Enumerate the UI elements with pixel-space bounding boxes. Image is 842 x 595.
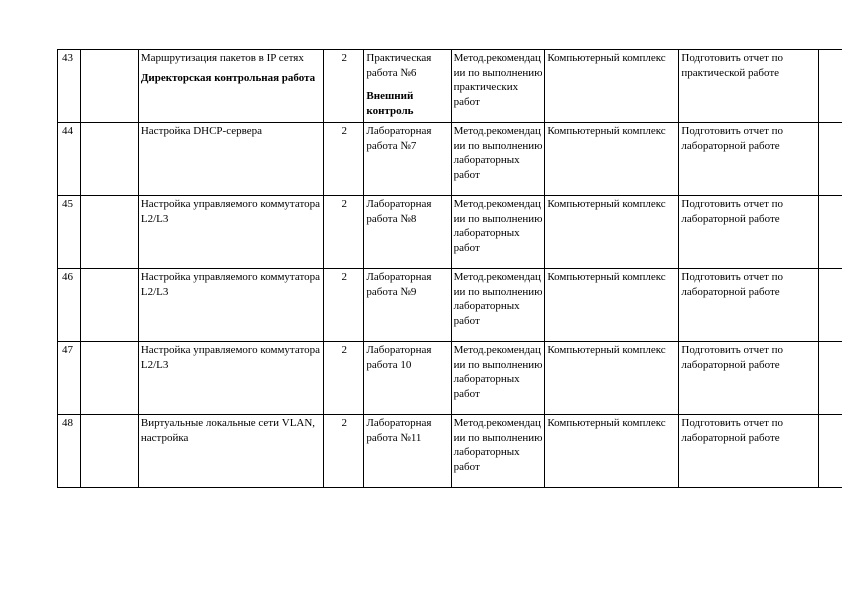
lesson-number: 43 [58, 50, 81, 123]
equipment-cell: Компьютерный комплекс [545, 415, 679, 488]
empty-cell [81, 342, 138, 415]
topic-text: Маршрутизация пакетов в IP сетях [140, 52, 304, 64]
hours-cell: 2 [324, 415, 364, 488]
work-type-cell: Лабораторная работа №7 [364, 123, 451, 196]
table-row [58, 196, 842, 269]
empty-cell [81, 50, 138, 123]
hours-cell: 2 [324, 50, 364, 123]
method-cell: Метод.рекомендации по выполнению лабораторных работ [451, 342, 545, 415]
lesson-number: 46 [58, 269, 81, 342]
work-type-cell: Лабораторная работа №11 [364, 415, 451, 488]
task-cell: Подготовить отчет по практической работе [679, 50, 818, 123]
topic-cell: Настройка DHCP-сервера [138, 123, 323, 196]
hours-cell: 2 [324, 123, 364, 196]
work-type-text: Практическая работа №6 [366, 52, 432, 79]
empty-cell [81, 196, 138, 269]
equipment-cell: Компьютерный комплекс [545, 196, 679, 269]
empty-cell [818, 196, 842, 269]
task-cell: Подготовить отчет по лабораторной работе [679, 123, 818, 196]
task-cell: Подготовить отчет по лабораторной работе [679, 415, 818, 488]
lesson-number: 48 [58, 415, 81, 488]
empty-cell [81, 123, 138, 196]
topic-cell: Виртуальные локальные сети VLAN, настройка [138, 415, 323, 488]
topic-cell: Настройка управляемого коммутатора L2/L3 [138, 269, 323, 342]
lesson-number: 47 [58, 342, 81, 415]
hours-cell: 2 [324, 196, 364, 269]
empty-cell [818, 415, 842, 488]
table-row [58, 415, 842, 488]
topic-cell: Настройка управляемого коммутатора L2/L3 [138, 196, 323, 269]
task-cell: Подготовить отчет по лабораторной работе [679, 342, 818, 415]
method-cell: Метод.рекомендации по выполнению лабораторных работ [451, 415, 545, 488]
work-type-cell: Лабораторная работа №9 [364, 269, 451, 342]
empty-cell [818, 123, 842, 196]
work-type-cell: Лабораторная работа 10 [364, 342, 451, 415]
empty-cell [818, 342, 842, 415]
method-cell: Метод.рекомендации по выполнению лабораторных работ [451, 123, 545, 196]
empty-cell [818, 269, 842, 342]
table-row [58, 123, 842, 196]
empty-cell [81, 415, 138, 488]
work-type-cell: Лабораторная работа №8 [364, 196, 451, 269]
hours-cell: 2 [324, 342, 364, 415]
empty-cell [818, 50, 842, 123]
task-cell: Подготовить отчет по лабораторной работе [679, 196, 818, 269]
equipment-cell: Компьютерный комплекс [545, 50, 679, 123]
method-cell: Метод.рекомендации по выполнению практических работ [451, 50, 545, 123]
equipment-cell: Компьютерный комплекс [545, 342, 679, 415]
lesson-number: 45 [58, 196, 81, 269]
topic-cell [138, 50, 323, 123]
hours-cell: 2 [324, 269, 364, 342]
empty-cell [81, 269, 138, 342]
lesson-number: 44 [58, 123, 81, 196]
work-type-cell [364, 50, 451, 123]
table-row [58, 50, 842, 123]
table-row [58, 342, 842, 415]
table-row [58, 269, 842, 342]
method-cell: Метод.рекомендации по выполнению лабораторных работ [451, 196, 545, 269]
method-cell: Метод.рекомендации по выполнению лабораторных работ [451, 269, 545, 342]
lesson-plan-table [57, 49, 842, 488]
task-cell: Подготовить отчет по лабораторной работе [679, 269, 818, 342]
work-type-extra-text: Внешний контроль [366, 90, 414, 117]
topic-cell: Настройка управляемого коммутатора L2/L3 [138, 342, 323, 415]
equipment-cell: Компьютерный комплекс [545, 123, 679, 196]
equipment-cell: Компьютерный комплекс [545, 269, 679, 342]
topic-extra-text: Директорская контрольная работа [140, 71, 316, 84]
